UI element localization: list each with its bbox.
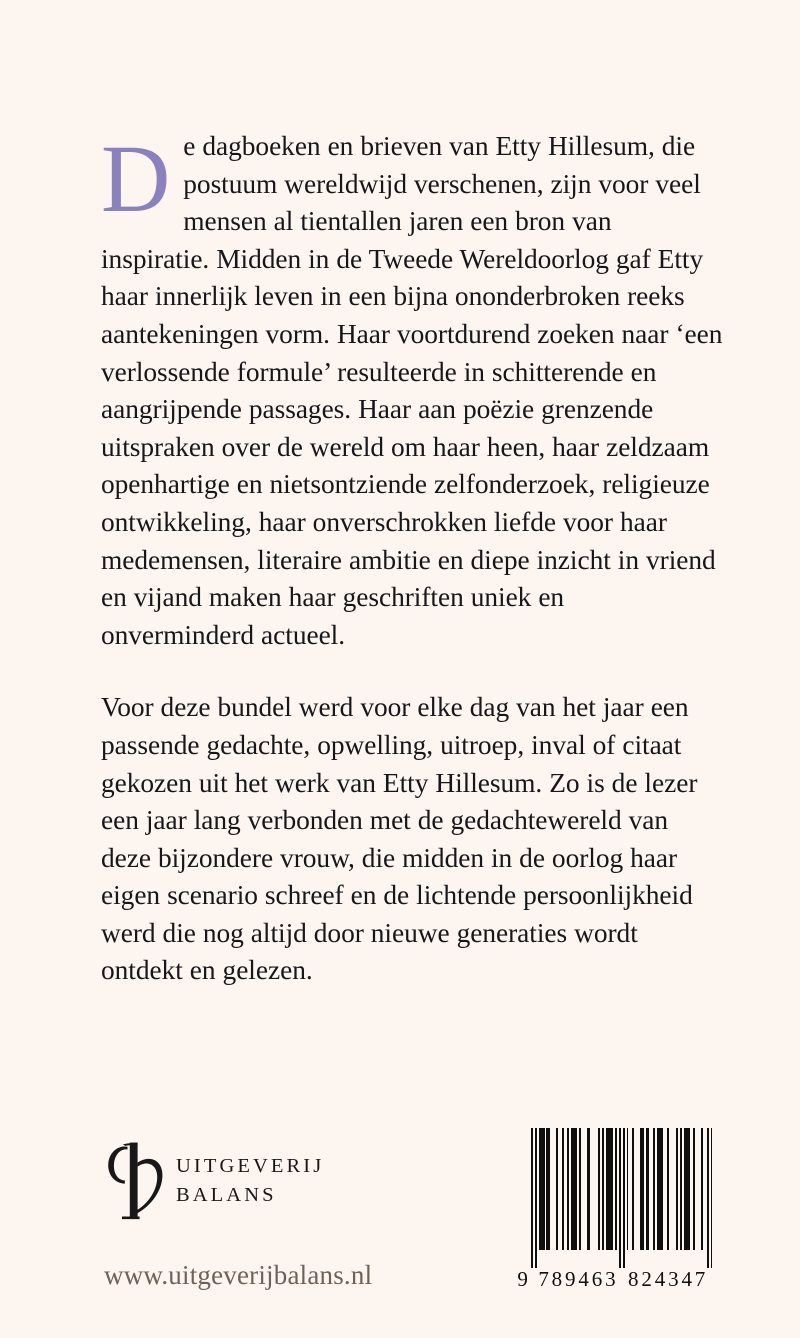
barcode-digits: 9 7 8 9 4 6 3 8 2 4 3 4 7 [517, 1267, 706, 1291]
isbn-barcode [514, 1128, 722, 1299]
barcode-bars [514, 1128, 722, 1268]
blurb-paragraph-2: Voor deze bundel werd voor elke dag van het jaar een passende gedachte, opwelling, uitroep, inval of citaat gekozen uit het werk van Etty Hillesum. Zo is de lezer een jaar lang verbonden met de gedachtewereld van deze bijzondere vrouw, die midden in de oorlog haar eigen scenario schreef en de lichtende persoonlijkheid werd die nog altijd door nieuwe generaties wordt ontdekt en gelezen. [101, 692, 698, 986]
blurb-paragraph-1-text: e dagboeken en brieven van Etty Hillesum, die postuum wereldwijd verschenen, zijn voor veel mensen al tientallen jaren een bron van inspiratie. Midden in de Tweede Wereldoorlog gaf Etty haar innerlijk leven in een bijna ononderbroken reeks aantekeningen vorm. Haar voortdurend zoeken naar ‘een verlossende formule’ resulteerde in schitterende en aangrijpende passages. Haar aan poëzie grenzende uitspraken over de wereld om haar heen, haar zeldzaam openhartige en nietsontziende zelfonderzoek, religieuze ontwikkeling, haar onverschrokken liefde voor haar medemensen, literaire ambitie en diepe inzicht in vriend en vijand maken haar geschriften uniek en onverminderd actueel. [101, 131, 723, 650]
blurb-paragraph-1 [101, 125, 723, 654]
publisher-name-line-1: UITGEVERIJ [176, 1154, 325, 1177]
balans-monogram-icon [104, 1138, 168, 1224]
publisher-name [176, 1152, 324, 1210]
cover-footer [0, 1120, 800, 1320]
publisher-website: www.uitgeverijbalans.nl [104, 1260, 373, 1290]
blurb-text-block [101, 125, 723, 990]
publisher-logo-group [104, 1138, 324, 1224]
publisher-name-line-2: BALANS [176, 1184, 277, 1206]
drop-cap-letter: D [101, 125, 171, 232]
